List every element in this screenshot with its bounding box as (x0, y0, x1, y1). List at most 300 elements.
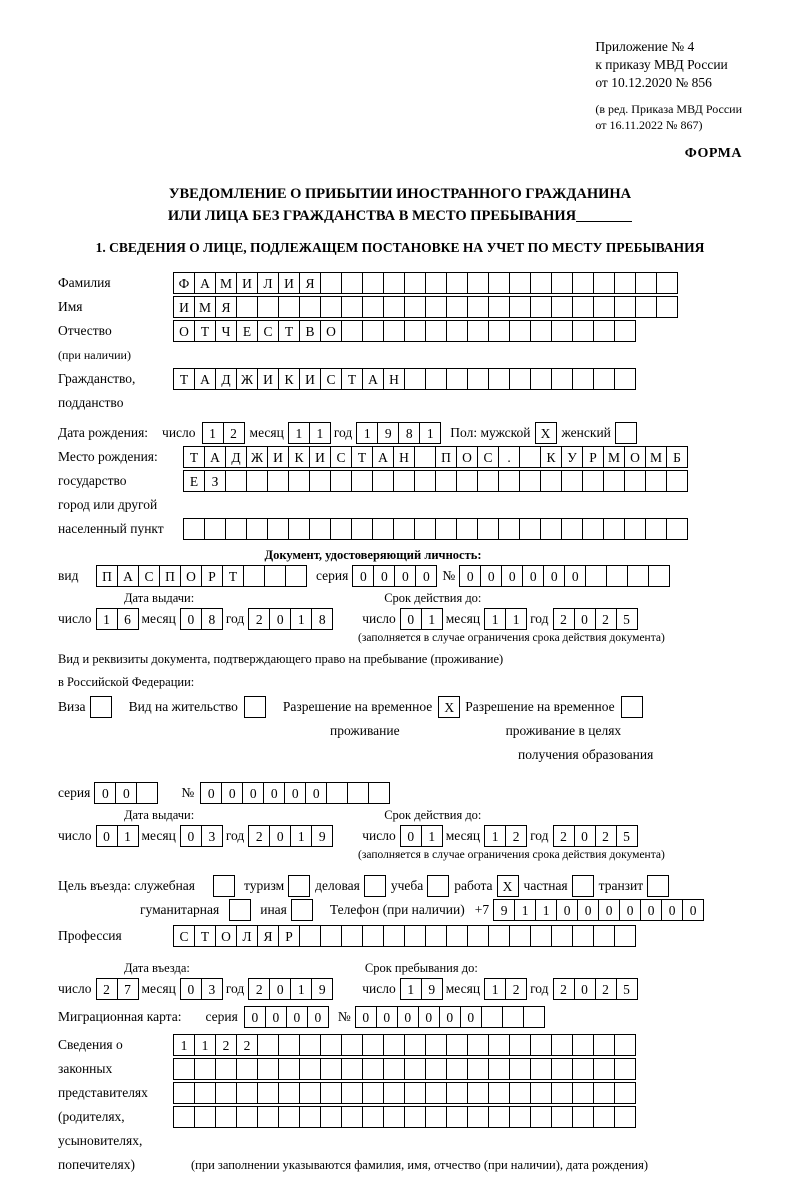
char-cell[interactable]: Т (351, 446, 373, 468)
char-cell[interactable] (393, 518, 415, 540)
char-cell[interactable] (561, 518, 583, 540)
birth-locality-boxes[interactable] (183, 518, 687, 540)
char-cell[interactable] (593, 925, 615, 947)
char-cell[interactable]: 1 (535, 899, 557, 921)
char-cell[interactable]: 0 (373, 565, 395, 587)
char-cell[interactable]: И (309, 446, 331, 468)
char-cell[interactable]: 0 (574, 825, 596, 847)
char-cell[interactable] (278, 1034, 300, 1056)
purpose-business-checkbox[interactable] (364, 875, 385, 897)
char-cell[interactable] (572, 1082, 594, 1104)
char-cell[interactable]: 2 (553, 608, 575, 630)
char-cell[interactable] (530, 368, 552, 390)
char-cell[interactable]: 0 (598, 899, 620, 921)
char-cell[interactable] (523, 1006, 545, 1028)
char-cell[interactable] (593, 1058, 615, 1080)
char-cell[interactable] (362, 925, 384, 947)
char-cell[interactable] (362, 1034, 384, 1056)
purpose-work-checkbox[interactable] (497, 875, 518, 897)
char-cell[interactable] (635, 272, 657, 294)
char-cell[interactable]: Т (194, 320, 216, 342)
char-cell[interactable] (645, 470, 667, 492)
char-cell[interactable] (603, 518, 625, 540)
char-cell[interactable] (467, 368, 489, 390)
char-cell[interactable]: 0 (640, 899, 662, 921)
char-cell[interactable]: 0 (221, 782, 243, 804)
char-cell[interactable]: О (624, 446, 646, 468)
char-cell[interactable]: С (173, 925, 195, 947)
char-cell[interactable] (383, 925, 405, 947)
char-cell[interactable] (425, 296, 447, 318)
char-cell[interactable]: 2 (553, 825, 575, 847)
char-cell[interactable]: 6 (117, 608, 139, 630)
char-cell[interactable]: 0 (269, 825, 291, 847)
char-cell[interactable] (551, 1082, 573, 1104)
char-cell[interactable] (614, 925, 636, 947)
char-cell[interactable] (530, 925, 552, 947)
temp-residence-checkbox[interactable] (438, 696, 459, 718)
birth-state-boxes[interactable] (183, 446, 687, 468)
char-cell[interactable]: 0 (180, 978, 202, 1000)
char-cell[interactable] (383, 1034, 405, 1056)
char-cell[interactable]: 1 (194, 1034, 216, 1056)
char-cell[interactable]: 2 (595, 608, 617, 630)
char-cell[interactable] (456, 518, 478, 540)
char-cell[interactable] (330, 470, 352, 492)
char-cell[interactable]: О (320, 320, 342, 342)
char-cell[interactable]: Т (173, 368, 195, 390)
visa-checkbox[interactable] (90, 696, 111, 718)
char-cell[interactable] (488, 368, 510, 390)
doc-series-boxes[interactable] (352, 565, 436, 587)
char-cell[interactable]: 0 (459, 565, 481, 587)
char-cell[interactable]: 2 (96, 978, 118, 1000)
migration-number-boxes[interactable] (355, 1006, 544, 1028)
char-cell[interactable] (320, 1058, 342, 1080)
char-cell[interactable] (456, 470, 478, 492)
char-cell[interactable] (351, 518, 373, 540)
char-cell[interactable] (404, 296, 426, 318)
char-cell[interactable] (467, 296, 489, 318)
purpose-service-checkbox[interactable] (213, 875, 234, 897)
char-cell[interactable] (582, 518, 604, 540)
char-cell[interactable]: 5 (616, 608, 638, 630)
legal-rep-row-1-boxes[interactable] (173, 1034, 635, 1056)
char-cell[interactable]: 0 (180, 825, 202, 847)
char-cell[interactable]: 0 (305, 782, 327, 804)
char-cell[interactable] (488, 1106, 510, 1128)
issue-year-boxes[interactable] (248, 608, 332, 630)
char-cell[interactable] (341, 1058, 363, 1080)
char-cell[interactable] (215, 1106, 237, 1128)
char-cell[interactable] (427, 875, 449, 897)
char-cell[interactable]: И (173, 296, 195, 318)
char-cell[interactable] (236, 1082, 258, 1104)
char-cell[interactable] (320, 1082, 342, 1104)
char-cell[interactable] (425, 1106, 447, 1128)
char-cell[interactable] (351, 470, 373, 492)
char-cell[interactable]: Я (299, 272, 321, 294)
char-cell[interactable] (509, 925, 531, 947)
char-cell[interactable]: Д (215, 368, 237, 390)
char-cell[interactable] (173, 1106, 195, 1128)
char-cell[interactable]: 7 (117, 978, 139, 1000)
purpose-humanitarian-checkbox[interactable] (229, 899, 250, 921)
char-cell[interactable] (194, 1106, 216, 1128)
char-cell[interactable]: 0 (200, 782, 222, 804)
char-cell[interactable] (383, 1082, 405, 1104)
char-cell[interactable]: 0 (543, 565, 565, 587)
char-cell[interactable] (593, 1106, 615, 1128)
char-cell[interactable] (435, 470, 457, 492)
char-cell[interactable]: 9 (311, 825, 333, 847)
char-cell[interactable] (372, 470, 394, 492)
char-cell[interactable]: К (288, 446, 310, 468)
char-cell[interactable]: 0 (400, 608, 422, 630)
stay-month-boxes[interactable] (484, 978, 526, 1000)
char-cell[interactable]: 2 (505, 978, 527, 1000)
char-cell[interactable]: А (194, 272, 216, 294)
char-cell[interactable]: 9 (421, 978, 443, 1000)
stay-day-boxes[interactable] (400, 978, 442, 1000)
permit-issue-month-boxes[interactable] (180, 825, 222, 847)
char-cell[interactable]: 0 (564, 565, 586, 587)
char-cell[interactable] (299, 1106, 321, 1128)
char-cell[interactable] (530, 1106, 552, 1128)
char-cell[interactable] (467, 1058, 489, 1080)
char-cell[interactable]: Л (236, 925, 258, 947)
char-cell[interactable] (572, 1034, 594, 1056)
char-cell[interactable]: Т (341, 368, 363, 390)
char-cell[interactable] (519, 446, 541, 468)
char-cell[interactable] (425, 925, 447, 947)
char-cell[interactable]: 1 (421, 608, 443, 630)
char-cell[interactable] (488, 1034, 510, 1056)
char-cell[interactable] (246, 518, 268, 540)
char-cell[interactable] (614, 320, 636, 342)
char-cell[interactable]: 0 (460, 1006, 482, 1028)
residence-permit-checkbox[interactable] (244, 696, 265, 718)
char-cell[interactable] (278, 1058, 300, 1080)
char-cell[interactable] (299, 296, 321, 318)
char-cell[interactable] (648, 565, 670, 587)
char-cell[interactable]: 0 (400, 825, 422, 847)
char-cell[interactable] (614, 1082, 636, 1104)
char-cell[interactable]: 1 (505, 608, 527, 630)
char-cell[interactable]: 2 (236, 1034, 258, 1056)
char-cell[interactable]: И (257, 368, 279, 390)
char-cell[interactable]: К (278, 368, 300, 390)
char-cell[interactable] (647, 875, 669, 897)
char-cell[interactable] (341, 1106, 363, 1128)
char-cell[interactable]: 8 (398, 422, 420, 444)
char-cell[interactable] (320, 296, 342, 318)
char-cell[interactable]: Ж (246, 446, 268, 468)
purpose-private-checkbox[interactable] (572, 875, 593, 897)
char-cell[interactable] (551, 1058, 573, 1080)
char-cell[interactable] (173, 1082, 195, 1104)
sex-male-checkbox[interactable] (535, 422, 556, 444)
char-cell[interactable] (383, 272, 405, 294)
char-cell[interactable] (404, 1034, 426, 1056)
char-cell[interactable]: Б (666, 446, 688, 468)
char-cell[interactable] (606, 565, 628, 587)
char-cell[interactable] (488, 1082, 510, 1104)
char-cell[interactable]: П (96, 565, 118, 587)
stay-year-boxes[interactable] (553, 978, 637, 1000)
char-cell[interactable] (446, 368, 468, 390)
char-cell[interactable] (383, 1058, 405, 1080)
char-cell[interactable]: Н (383, 368, 405, 390)
char-cell[interactable]: 1 (419, 422, 441, 444)
char-cell[interactable]: 1 (96, 608, 118, 630)
char-cell[interactable] (236, 1106, 258, 1128)
char-cell[interactable] (404, 1106, 426, 1128)
char-cell[interactable] (425, 1082, 447, 1104)
char-cell[interactable] (530, 1034, 552, 1056)
char-cell[interactable] (288, 470, 310, 492)
char-cell[interactable] (572, 925, 594, 947)
char-cell[interactable]: 1 (288, 422, 310, 444)
char-cell[interactable]: 2 (223, 422, 245, 444)
valid-day-boxes[interactable] (400, 608, 442, 630)
char-cell[interactable] (330, 518, 352, 540)
char-cell[interactable] (572, 368, 594, 390)
char-cell[interactable]: 0 (265, 1006, 287, 1028)
char-cell[interactable]: К (540, 446, 562, 468)
char-cell[interactable]: О (215, 925, 237, 947)
char-cell[interactable] (414, 470, 436, 492)
char-cell[interactable]: О (456, 446, 478, 468)
char-cell[interactable] (467, 1034, 489, 1056)
char-cell[interactable]: Я (257, 925, 279, 947)
char-cell[interactable] (446, 272, 468, 294)
permit-number-boxes[interactable] (200, 782, 389, 804)
char-cell[interactable] (364, 875, 386, 897)
char-cell[interactable]: 0 (394, 565, 416, 587)
char-cell[interactable] (299, 1034, 321, 1056)
char-cell[interactable]: 0 (577, 899, 599, 921)
edu-residence-checkbox[interactable] (621, 696, 642, 718)
char-cell[interactable] (656, 272, 678, 294)
char-cell[interactable] (509, 272, 531, 294)
char-cell[interactable]: 0 (480, 565, 502, 587)
permit-valid-year-boxes[interactable] (553, 825, 637, 847)
char-cell[interactable] (257, 1058, 279, 1080)
char-cell[interactable]: 0 (397, 1006, 419, 1028)
char-cell[interactable] (593, 296, 615, 318)
char-cell[interactable] (244, 696, 266, 718)
permit-series-boxes[interactable] (94, 782, 157, 804)
char-cell[interactable] (320, 1034, 342, 1056)
char-cell[interactable] (509, 1034, 531, 1056)
char-cell[interactable]: Р (278, 925, 300, 947)
char-cell[interactable] (383, 1106, 405, 1128)
char-cell[interactable]: 2 (505, 825, 527, 847)
char-cell[interactable]: А (117, 565, 139, 587)
char-cell[interactable] (404, 368, 426, 390)
char-cell[interactable] (136, 782, 158, 804)
char-cell[interactable] (530, 320, 552, 342)
legal-rep-row-4-boxes[interactable] (173, 1106, 635, 1128)
char-cell[interactable]: 0 (96, 825, 118, 847)
char-cell[interactable]: 8 (311, 608, 333, 630)
char-cell[interactable] (467, 320, 489, 342)
char-cell[interactable]: 0 (286, 1006, 308, 1028)
char-cell[interactable] (257, 1082, 279, 1104)
char-cell[interactable]: М (603, 446, 625, 468)
char-cell[interactable] (236, 1058, 258, 1080)
char-cell[interactable]: 2 (248, 978, 270, 1000)
char-cell[interactable]: 0 (269, 978, 291, 1000)
char-cell[interactable]: 0 (439, 1006, 461, 1028)
char-cell[interactable] (341, 320, 363, 342)
char-cell[interactable] (551, 320, 573, 342)
char-cell[interactable]: 0 (94, 782, 116, 804)
char-cell[interactable] (481, 1006, 503, 1028)
char-cell[interactable] (225, 470, 247, 492)
char-cell[interactable] (582, 470, 604, 492)
char-cell[interactable]: 1 (484, 608, 506, 630)
char-cell[interactable] (320, 1106, 342, 1128)
char-cell[interactable] (414, 518, 436, 540)
char-cell[interactable] (614, 368, 636, 390)
char-cell[interactable]: Ф (173, 272, 195, 294)
char-cell[interactable] (299, 925, 321, 947)
char-cell[interactable]: 9 (377, 422, 399, 444)
char-cell[interactable] (666, 518, 688, 540)
char-cell[interactable]: С (138, 565, 160, 587)
char-cell[interactable] (603, 470, 625, 492)
permit-valid-month-boxes[interactable] (484, 825, 526, 847)
char-cell[interactable] (467, 272, 489, 294)
char-cell[interactable]: 1 (117, 825, 139, 847)
char-cell[interactable]: 1 (400, 978, 422, 1000)
valid-month-boxes[interactable] (484, 608, 526, 630)
char-cell[interactable] (498, 470, 520, 492)
char-cell[interactable] (362, 1082, 384, 1104)
char-cell[interactable]: 1 (514, 899, 536, 921)
char-cell[interactable] (446, 1058, 468, 1080)
char-cell[interactable] (183, 518, 205, 540)
legal-rep-row-3-boxes[interactable] (173, 1082, 635, 1104)
char-cell[interactable] (488, 272, 510, 294)
char-cell[interactable] (593, 1034, 615, 1056)
char-cell[interactable] (362, 296, 384, 318)
birth-day-boxes[interactable] (202, 422, 244, 444)
char-cell[interactable] (320, 272, 342, 294)
char-cell[interactable]: 0 (522, 565, 544, 587)
char-cell[interactable] (236, 296, 258, 318)
char-cell[interactable]: М (194, 296, 216, 318)
char-cell[interactable] (627, 565, 649, 587)
char-cell[interactable] (488, 1058, 510, 1080)
surname-boxes[interactable] (173, 272, 677, 294)
char-cell[interactable] (572, 875, 594, 897)
char-cell[interactable]: 3 (201, 978, 223, 1000)
char-cell[interactable]: 0 (284, 782, 306, 804)
char-cell[interactable] (530, 272, 552, 294)
char-cell[interactable]: 0 (115, 782, 137, 804)
char-cell[interactable] (362, 320, 384, 342)
char-cell[interactable]: 5 (616, 825, 638, 847)
char-cell[interactable] (614, 1034, 636, 1056)
profession-boxes[interactable] (173, 925, 635, 947)
char-cell[interactable] (666, 470, 688, 492)
char-cell[interactable] (615, 422, 637, 444)
char-cell[interactable] (614, 272, 636, 294)
char-cell[interactable] (509, 368, 531, 390)
char-cell[interactable]: 8 (201, 608, 223, 630)
char-cell[interactable] (446, 1034, 468, 1056)
purpose-transit-checkbox[interactable] (647, 875, 668, 897)
char-cell[interactable]: 1 (484, 825, 506, 847)
char-cell[interactable] (621, 696, 643, 718)
char-cell[interactable]: Т (278, 320, 300, 342)
char-cell[interactable]: 0 (263, 782, 285, 804)
char-cell[interactable] (404, 272, 426, 294)
char-cell[interactable]: 0 (556, 899, 578, 921)
char-cell[interactable]: Р (582, 446, 604, 468)
char-cell[interactable] (288, 518, 310, 540)
char-cell[interactable] (368, 782, 390, 804)
char-cell[interactable] (278, 296, 300, 318)
char-cell[interactable] (288, 875, 310, 897)
char-cell[interactable]: Я (215, 296, 237, 318)
char-cell[interactable] (498, 518, 520, 540)
char-cell[interactable]: 1 (173, 1034, 195, 1056)
char-cell[interactable] (572, 1106, 594, 1128)
char-cell[interactable] (502, 1006, 524, 1028)
char-cell[interactable] (561, 470, 583, 492)
char-cell[interactable] (362, 1058, 384, 1080)
migration-series-boxes[interactable] (244, 1006, 328, 1028)
char-cell[interactable] (593, 1082, 615, 1104)
char-cell[interactable]: 0 (661, 899, 683, 921)
char-cell[interactable] (341, 1082, 363, 1104)
char-cell[interactable] (414, 446, 436, 468)
char-cell[interactable] (488, 925, 510, 947)
char-cell[interactable] (278, 1106, 300, 1128)
char-cell[interactable] (404, 1082, 426, 1104)
char-cell[interactable] (530, 1082, 552, 1104)
purpose-tourism-checkbox[interactable] (288, 875, 309, 897)
char-cell[interactable]: 2 (248, 825, 270, 847)
char-cell[interactable]: 0 (180, 608, 202, 630)
char-cell[interactable] (593, 272, 615, 294)
char-cell[interactable]: 0 (307, 1006, 329, 1028)
char-cell[interactable] (404, 925, 426, 947)
birth-month-boxes[interactable] (288, 422, 330, 444)
char-cell[interactable] (488, 320, 510, 342)
char-cell[interactable] (614, 1058, 636, 1080)
char-cell[interactable]: М (645, 446, 667, 468)
char-cell[interactable] (229, 899, 251, 921)
entry-day-boxes[interactable] (96, 978, 138, 1000)
birth-city-boxes[interactable] (183, 470, 687, 492)
entry-month-boxes[interactable] (180, 978, 222, 1000)
char-cell[interactable]: 0 (376, 1006, 398, 1028)
char-cell[interactable]: С (320, 368, 342, 390)
char-cell[interactable] (194, 1082, 216, 1104)
char-cell[interactable]: А (372, 446, 394, 468)
legal-rep-row-2-boxes[interactable] (173, 1058, 635, 1080)
char-cell[interactable]: 1 (309, 422, 331, 444)
char-cell[interactable]: И (278, 272, 300, 294)
char-cell[interactable] (404, 1058, 426, 1080)
char-cell[interactable]: 9 (493, 899, 515, 921)
char-cell[interactable]: 0 (415, 565, 437, 587)
